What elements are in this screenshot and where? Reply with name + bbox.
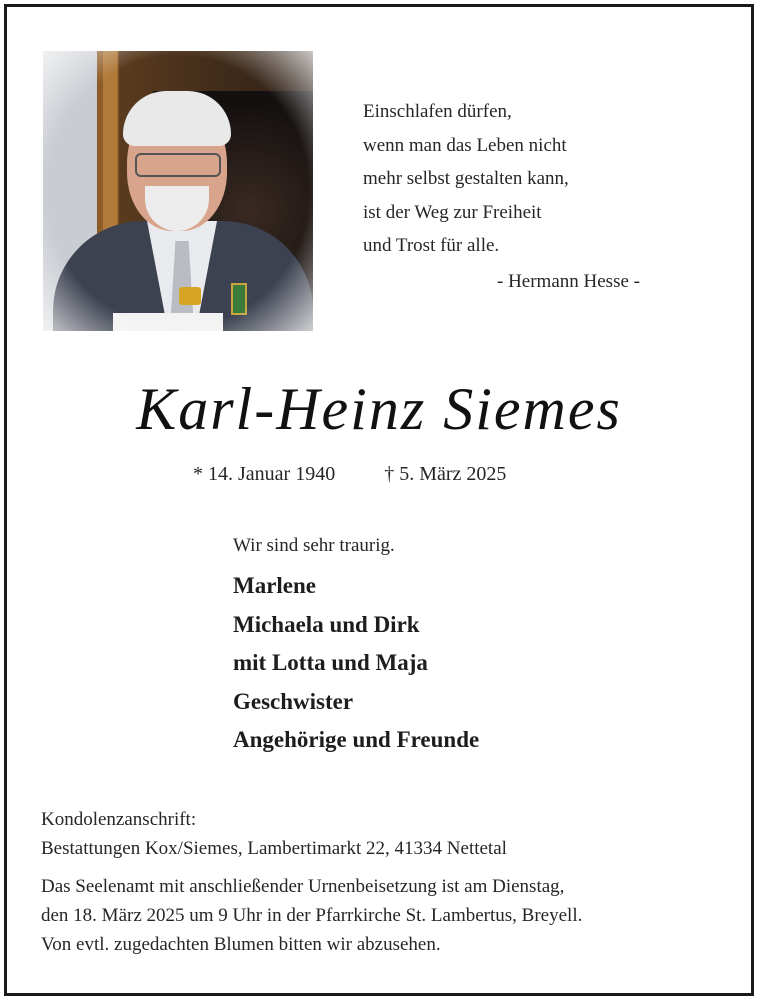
quote-line: mehr selbst gestalten kann, (363, 168, 569, 189)
quote-line: ist der Weg zur Freiheit (363, 201, 542, 223)
quote-author: - Hermann Hesse - (497, 271, 640, 292)
mourners-list (233, 567, 479, 760)
condolence-address: Bestattungen Kox/Siemes, Lambertimarkt 22, 41334 Nettetal (41, 838, 507, 859)
service-line: Von evtl. zugedachten Blumen bitten wir abzusehen. (41, 934, 441, 955)
footer-info (41, 805, 731, 959)
medal-icon (231, 283, 247, 315)
mourner-name: Angehörige und Freunde (233, 727, 480, 753)
mourner-name: Marlene (233, 573, 317, 598)
obituary-notice (4, 4, 754, 996)
service-line: Das Seelenamt mit anschließender Urnenbeisetzung ist am Dienstag, (41, 876, 565, 897)
birth-date: * 14. Januar 1940 (193, 463, 336, 485)
portrait-photo (43, 51, 313, 331)
life-dates (193, 463, 506, 486)
quote-line: und Trost für alle. (363, 235, 500, 256)
quote (363, 95, 693, 263)
mourner-name: mit Lotta und Maja (233, 650, 428, 676)
quote-line: Einschlafen dürfen, (363, 101, 512, 122)
death-date: † 5. März 2025 (384, 463, 507, 485)
service-line: den 18. März 2025 um 9 Uhr in der Pfarrkirche St. Lambertus, Breyell. (41, 905, 583, 926)
mourning-intro: Wir sind sehr traurig. (233, 535, 395, 556)
mourner-name: Michaela und Dirk (233, 611, 420, 637)
deceased-name: Karl-Heinz Siemes (136, 376, 622, 442)
condolence-label: Kondolenzanschrift: (41, 809, 197, 830)
mourner-name: Geschwister (233, 688, 354, 714)
crown-pin-icon (179, 287, 201, 305)
quote-line: wenn man das Leben nicht (363, 134, 567, 156)
